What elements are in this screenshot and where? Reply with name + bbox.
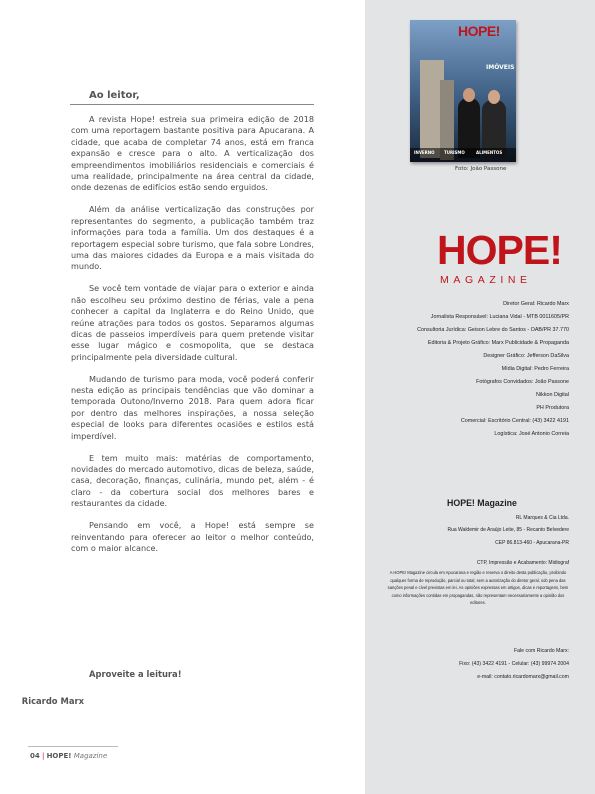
page-number: 04 — [30, 752, 40, 760]
credit-line: PH Produtora — [536, 405, 569, 411]
contact-line: Fixo: (43) 3422 4191 - Celular: (43) 99974 2004 — [459, 660, 569, 667]
credit-line: Designer Gráfico: Jefferson DaSilva — [483, 353, 569, 359]
credit-line: Logística: José Antonio Correia — [494, 431, 569, 437]
footer-divider — [28, 746, 118, 747]
letter-paragraph: Mudando de turismo para moda, você poderá conferir nesta edição as principais tendências que vão dominar a temporada Outono/Inverno 2018. Para quem adora ficar por dentro das melhores inspirações, a nossa seleção especial de looks para diferentes ocasiões e estilos está imperdível. — [71, 373, 314, 441]
page-footer — [30, 752, 107, 760]
contact-block — [380, 645, 569, 683]
credit-line: Mídia Digital: Pedro Ferreira — [501, 366, 569, 372]
cover-person-face — [488, 90, 500, 104]
cover-headline: IMÓVEIS — [486, 64, 515, 71]
printing-credit: CTP, Impressão e Acabamento: Midiograf — [476, 560, 569, 566]
address-line: Rua Waldemir de Araújo Leite, 85 - Recanto Belvedere — [447, 527, 569, 534]
credit-line: Consultoria Jurídica: Geison Lebre do Santos - OAB/PR 37.770 — [417, 327, 569, 333]
cover-logo: HOPE! — [458, 23, 500, 39]
publisher-address — [380, 512, 569, 549]
contact-line: Fale com Ricardo Marx: — [513, 648, 569, 654]
credit-line: Editoria & Projeto Gráfico: Marx Publicidade & Propaganda — [427, 340, 569, 346]
letter-paragraph: Se você tem vontade de viajar para o exterior e ainda não escolheu seu próximo destino de férias, vale a pena conhecer a capital da Inglaterra e do Reino Unido, que reúne atrações para todos os gostos. Separamos algumas dicas de passeios imperdíveis para quem pretende visitar esse lugar mágico e cosmopolita, que se destaca principalmente pela diversidade cultural. — [71, 283, 314, 362]
footer-separator: | — [41, 752, 45, 760]
cover-photo-credit: Foto: João Passone — [455, 166, 507, 172]
cover-person-face — [463, 88, 475, 102]
contact-email[interactable]: e-mail: contato.ricardomarx@gmail.com — [477, 673, 569, 680]
magazine-cover-image — [410, 20, 516, 162]
footer-brand: HOPE! — [46, 752, 72, 760]
address-line: RL Marques & Cia Ltda. — [515, 515, 569, 521]
letter-greeting: Ao leitor, — [89, 90, 140, 101]
letter-closing: Aproveite a leitura! — [89, 669, 182, 679]
letter-paragraph: Além da análise verticalização das construções por representantes do segmento, a publicação também traz informações para toda a família. Um dos destaques é a reportagem especial sobre turismo, que fala sobre Londres, uma das maiores cidades da Europa e a mais visitada do mundo. — [71, 204, 314, 272]
hope-magazine-logo — [437, 227, 562, 290]
credit-line: Comercial: Escritório Central: (43) 3422 4191 — [460, 418, 569, 424]
cover-tag: TURISMO — [444, 150, 465, 155]
credit-line: Diretor Geral: Ricardo Marx — [503, 301, 569, 307]
logo-tagline: MAGAZINE — [440, 274, 532, 286]
footer-section: Magazine — [73, 752, 108, 760]
publisher-title: HOPE! Magazine — [447, 498, 517, 508]
letter-paragraph: Pensando em você, a Hope! está sempre se reinventando para oferecer ao leitor o melhor conteúdo, com o maior alcance. — [71, 520, 314, 553]
cover-tag: ALIMENTOS — [476, 150, 503, 155]
credit-line: Jornalista Responsável: Luciana Vidal - MTB 0011605/PR — [430, 314, 569, 320]
letter-signature: Ricardo Marx — [21, 696, 84, 706]
greeting-divider — [70, 104, 314, 105]
letter-paragraph: E tem muito mais: matérias de comportamento, novidades do mercado automotivo, dicas de beleza, saúde, casa, decoração, finanças, culinária, mundo pet, além - é claro - da cobertura social dos melhores bares e restaurantes da cidade. — [71, 452, 314, 509]
credit-line: Nikkon Digital — [536, 392, 569, 398]
logo-wordmark: HOPE! — [437, 227, 562, 273]
credit-line: Fotógrafos Convidados: João Passone — [476, 379, 569, 385]
legal-disclaimer: A HOPE! Magazine circula em Apucarana e região e reserva o direito desta publicação, proibindo qualquer forma de reprodução, parcial ou total, sem a autorização do diretor geral, sob pena das sanções penal e cível previstas em lei. As opiniões expressas em artigos, dicas e reportagens, bem como informações contidas em propagandas, não representam necessariamente a opinião dos editores. — [387, 570, 569, 606]
letter-paragraph: A revista Hope! estreia sua primeira edição de 2018 com uma reportagem bastante positiva para Apucarana. A cidade, que acaba de completar 74 anos, está em franca expansão e cresce para o alto. A verticalização dos empreendimentos imobiliários residenciais e comerciais é uma realidade, principalmente na área central da cidade, onde dezenas de edifícios estão sendo erguidos. — [71, 114, 314, 193]
cover-tag: INVERNO — [414, 150, 435, 155]
address-line: CEP 86.813-460 - Apucarana-PR — [495, 539, 569, 546]
letter-body — [71, 114, 314, 565]
staff-credits — [380, 298, 569, 441]
